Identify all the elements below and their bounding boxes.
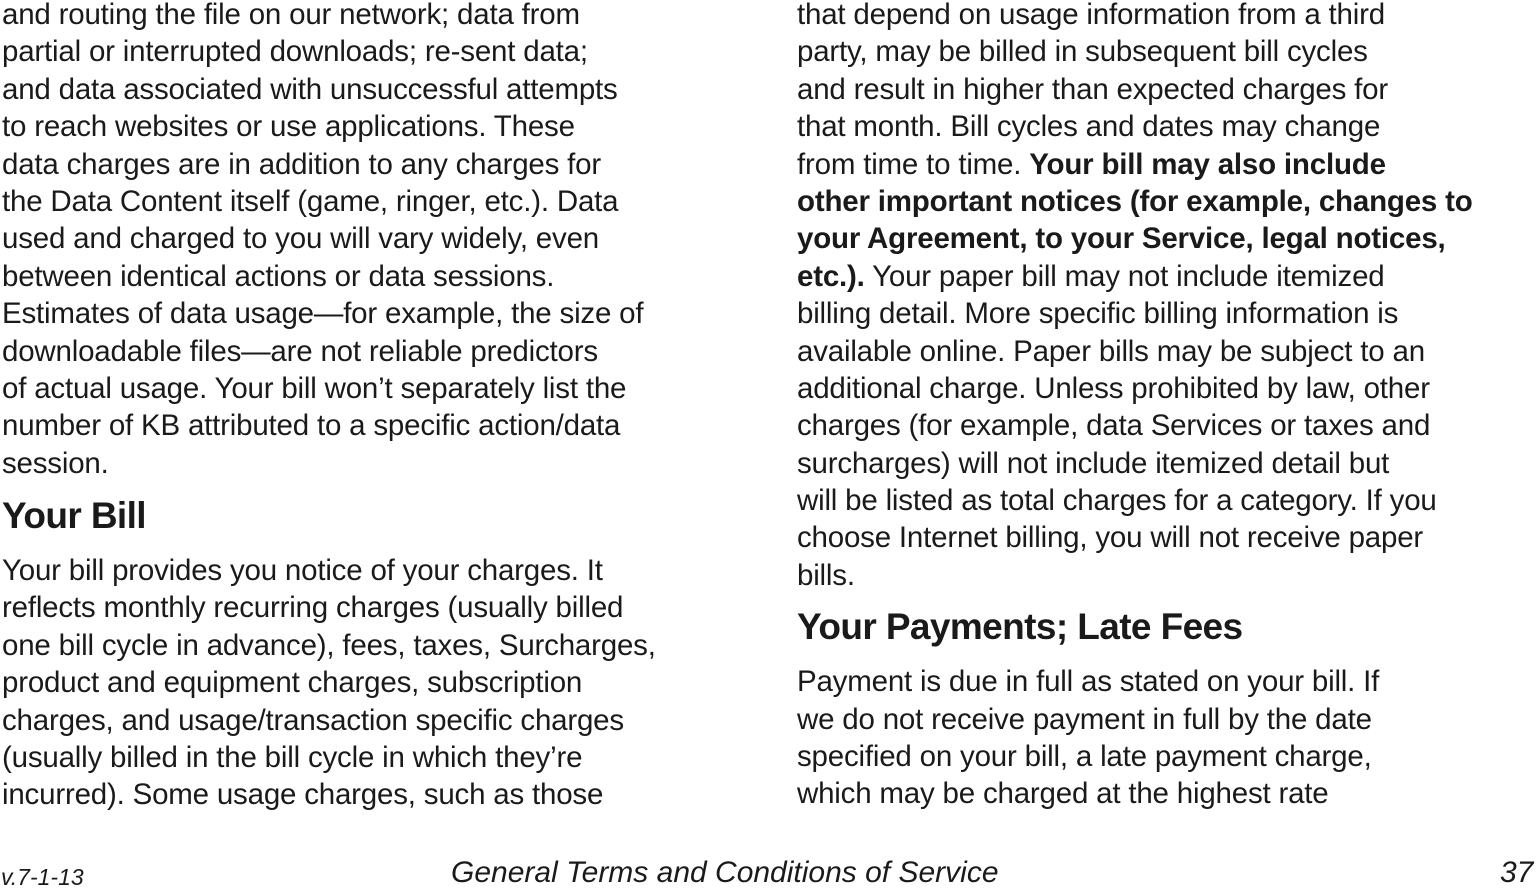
text-line: between identical actions or data sessions.: [2, 259, 555, 293]
text-line: charges (for example, data Services or taxes and: [797, 409, 1431, 443]
text-line: session.: [2, 446, 109, 480]
text-line: of actual usage. Your bill won’t separately list the: [2, 371, 627, 405]
text-line: that depend on usage information from a third: [797, 0, 1385, 31]
text-span: from time to time.: [797, 147, 1030, 181]
important-notice-text: etc.).: [797, 259, 865, 293]
text-line: charges, and usage/transaction specific charges: [2, 703, 624, 737]
your-bill-paragraph: [2, 552, 742, 814]
text-line: and result in higher than expected charges for: [797, 72, 1389, 106]
text-line-mixed: [797, 146, 1532, 183]
text-line: party, may be billed in subsequent bill cycles: [797, 35, 1368, 69]
text-line: data charges are in addition to any charges for: [2, 147, 602, 181]
payments-paragraph: [797, 663, 1532, 813]
text-line: will be listed as total charges for a category. If you: [797, 484, 1437, 518]
text-line: and routing the file on our network; data from: [2, 0, 580, 31]
page-number: 37: [1500, 856, 1534, 889]
text-line: surcharges) will not include itemized detail but: [797, 446, 1390, 480]
left-column: [2, 0, 742, 814]
text-line: Estimates of data usage—for example, the size of: [2, 297, 644, 331]
text-line: the Data Content itself (game, ringer, etc.). Data: [2, 184, 619, 218]
text-line: choose Internet billing, you will not receive paper: [797, 521, 1424, 555]
text-line: partial or interrupted downloads; re-sent data;: [2, 35, 588, 69]
footer-version: v.7-1-13: [1, 864, 84, 890]
important-notice-line: other important notices (for example, changes to: [797, 184, 1473, 218]
text-line: used and charged to you will vary widely, even: [2, 222, 599, 256]
text-line: specified on your bill, a late payment charge,: [797, 740, 1372, 774]
text-line: reflects monthly recurring charges (usually billed: [2, 591, 624, 625]
important-notice-line: your Agreement, to your Service, legal notices,: [797, 222, 1446, 256]
text-line: that month. Bill cycles and dates may change: [797, 110, 1381, 144]
text-line: (usually billed in the bill cycle in which they’re: [2, 741, 583, 775]
usage-charges-paragraph: [2, 0, 742, 482]
text-line: downloadable files—are not reliable predictors: [2, 334, 598, 368]
text-line: billing detail. More specific billing information is: [797, 297, 1399, 331]
text-line: which may be charged at the highest rate: [797, 777, 1329, 811]
text-line-mixed: [797, 258, 1532, 295]
text-line: Your bill provides you notice of your charges. It: [2, 554, 603, 588]
text-line: product and equipment charges, subscription: [2, 666, 583, 700]
text-line: additional charge. Unless prohibited by law, other: [797, 371, 1430, 405]
footer-title: General Terms and Conditions of Service: [451, 856, 999, 889]
text-line: Payment is due in full as stated on your bill. If: [797, 665, 1380, 699]
text-line: number of KB attributed to a specific action/data: [2, 409, 621, 443]
text-line: and data associated with unsuccessful attempts: [2, 72, 618, 106]
text-line: one bill cycle in advance), fees, taxes, Surcharges,: [2, 628, 656, 662]
bill-cycles-paragraph: [797, 0, 1532, 594]
text-line: we do not receive payment in full by the date: [797, 702, 1372, 736]
text-line: available online. Paper bills may be subject to an: [797, 334, 1425, 368]
payments-late-fees-heading: Your Payments; Late Fees: [797, 606, 1243, 648]
text-line: bills.: [797, 558, 855, 592]
important-notice-text: Your bill may also include: [1029, 147, 1386, 181]
right-column: [797, 0, 1532, 813]
text-span: Your paper bill may not include itemized: [864, 259, 1385, 293]
your-bill-heading: Your Bill: [2, 495, 146, 537]
text-line: to reach websites or use applications. These: [2, 110, 575, 144]
text-line: incurred). Some usage charges, such as those: [2, 778, 604, 812]
